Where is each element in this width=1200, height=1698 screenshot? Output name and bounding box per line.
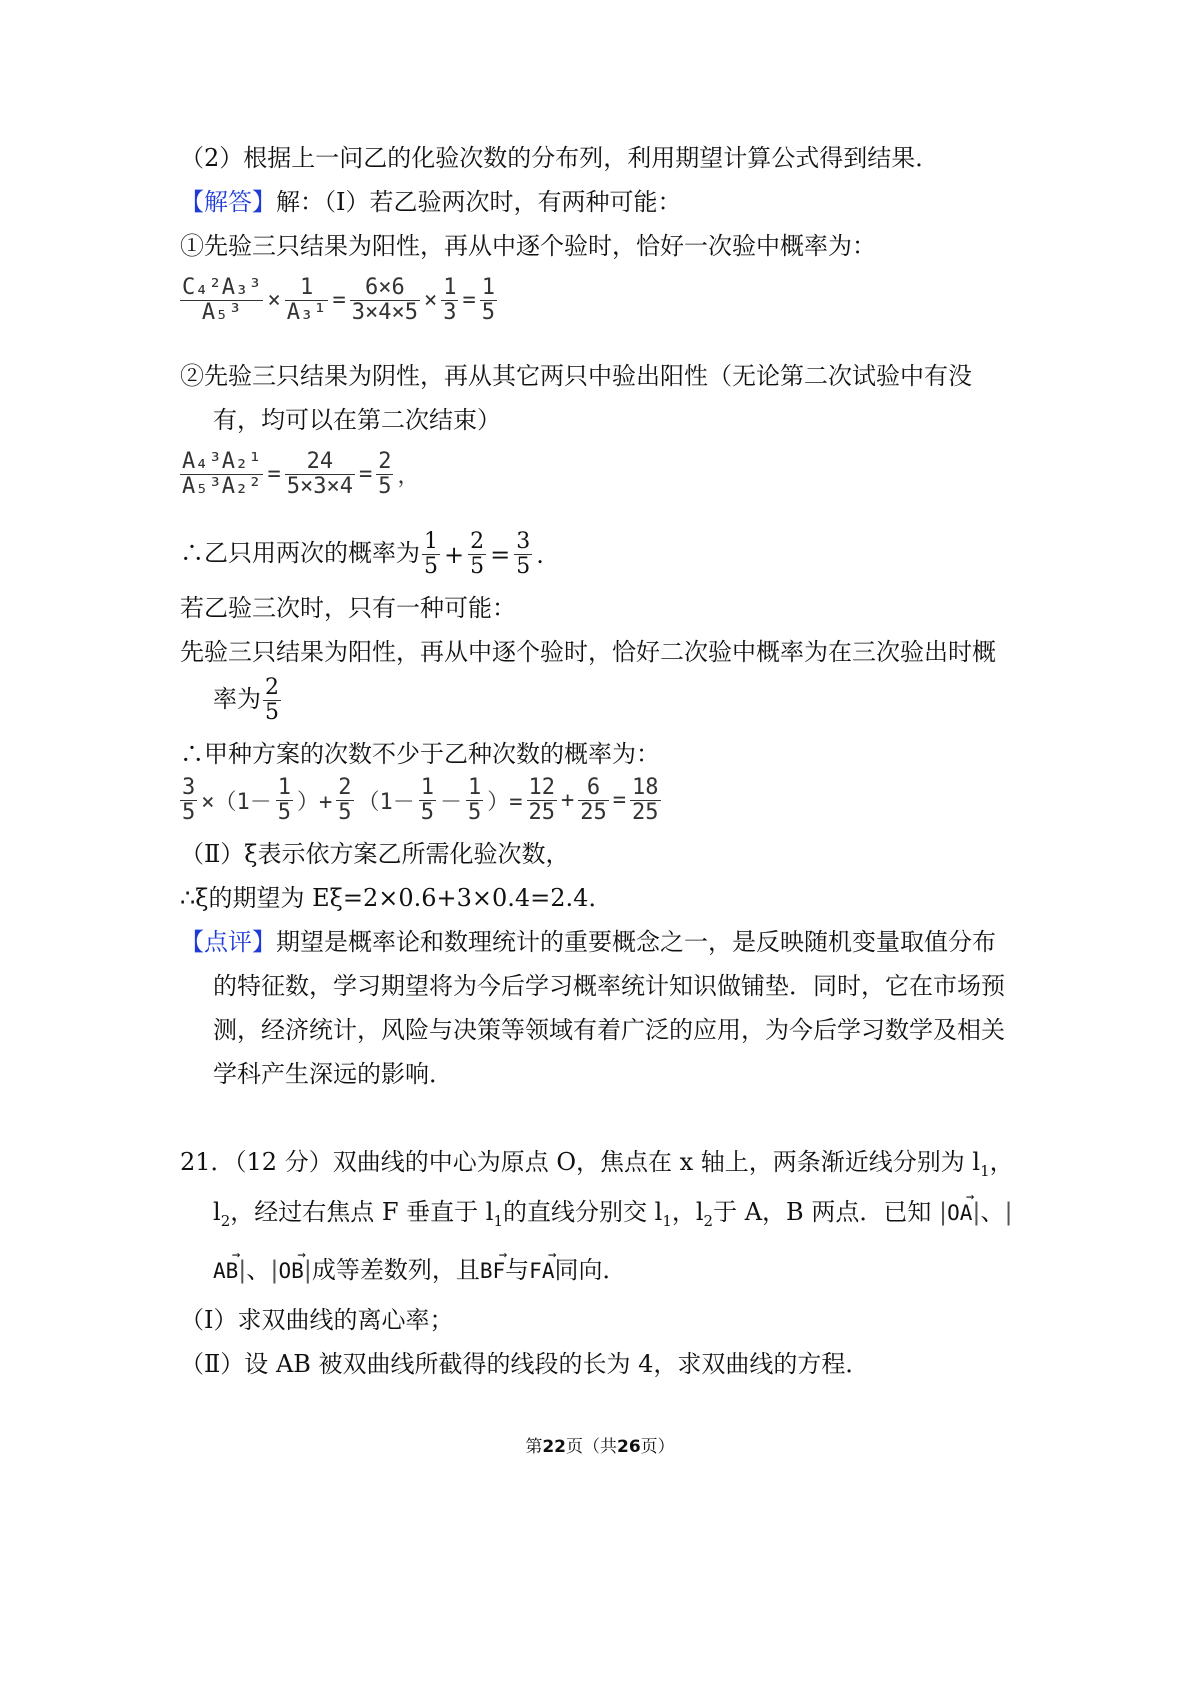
fraction: $\frac{2}{5}$ [338, 775, 352, 825]
text-line: 若乙验三次时，只有一种可能： [180, 594, 516, 622]
question-21-line-2: $l_2$，经过右焦点 F 垂直于 $l_1$的直线分别交 $l_1$，$l_2$于 A，B 两点．已知 |→ OA|、| [213, 1196, 1013, 1229]
fraction: $\frac{1}{\text{A₃¹}}$ [286, 275, 327, 325]
text-line: ①先验三只结果为阳性，再从中逐个验时，恰好一次验中概率为： [180, 232, 876, 260]
text-line: 先验三只结果为阳性，再从中逐个验时，恰好二次验中概率为在三次验出时概 [180, 638, 996, 666]
text-line: （Ⅱ）ξ表示依方案乙所需化验次数， [180, 840, 570, 868]
text-line: 测，经济统计，风险与决策等领域有着广泛的应用，为今后学习数学及相关 [213, 1016, 1005, 1044]
formula-line-3: ∴乙只用两次的概率为 $\frac{1}{5}$ + $\frac{2}{5}$ = $\frac{3}{5}$ . [180, 529, 544, 579]
vector-oa: → OA [947, 1197, 972, 1229]
fraction: $\frac{12}{25}$ [528, 775, 556, 825]
vector-ab: → AB [213, 1255, 238, 1287]
fraction: $\frac{6\times 6}{3\times 4\times 5}$ [351, 275, 418, 325]
text-line: ∴甲种方案的次数不少于乙种次数的概率为： [180, 740, 660, 768]
page-number: 22 [542, 1437, 566, 1457]
formula-line-4: 率为 $\frac{2}{5}$ [213, 675, 279, 725]
fraction: $\frac{1}{5}$ [468, 775, 482, 825]
fraction: $\frac{1}{5}$ [420, 775, 434, 825]
text: 解：（Ⅰ）若乙验两次时，有两种可能： [276, 188, 682, 216]
comment-line: 【点评】期望是概率论和数理统计的重要概念之一，是反映随机变量取值分布 [180, 928, 996, 956]
fraction: $\frac{\text{C₄²A₃³}}{\text{A₅³}}$ [182, 275, 262, 325]
fraction: $\frac{6}{25}$ [580, 775, 607, 825]
formula-5: $\frac{3}{5}$ ×（1－ $\frac{1}{5}$ ）+ $\frac{2}{5}$ （1－ $\frac{1}{5}$ － $\frac{1}{5}$ ）= $\frac{12}{25}$ + $\frac{6}{25}$ = $\frac{18}{25}$ [182, 775, 659, 825]
fraction: $\frac{\text{A₄³A₂¹}}{\text{A₅³A₂²}}$ [182, 449, 262, 499]
text-line: ②先验三只结果为阴性，再从其它两只中验出阳性（无论第二次试验中有没 [180, 362, 972, 390]
formula-1: $\frac{\text{C₄²A₃³}}{\text{A₅³}}$ × $\frac{1}{\text{A₃¹}}$ = $\frac{6\times 6}{3\times 4\times 5}$ × $\frac{1}{3}$ = $\frac{1}{5}$ [182, 275, 495, 325]
text-line: 的特征数，学习期望将为今后学习概率统计知识做铺垫．同时，它在市场预 [213, 972, 1005, 1000]
vector-fa: → FA [529, 1255, 554, 1287]
text-line: 有，均可以在第二次结束） [213, 406, 501, 434]
vector-bf: → BF [480, 1255, 505, 1287]
question-21-line-1: 21．（12 分）双曲线的中心为原点 O，焦点在 x 轴上，两条渐近线分别为 $l_1$， [180, 1148, 1014, 1180]
fraction: $\frac{2}{5}$ [470, 529, 485, 579]
vector-ob: → OB [278, 1255, 303, 1287]
text-line: 学科产生深远的影响． [213, 1060, 453, 1088]
formula-2: $\frac{\text{A₄³A₂¹}}{\text{A₅³A₂²}}$ = $\frac{24}{5\times 3\times 4}$ = $\frac{2}{5}$ ， [182, 449, 420, 499]
question-21-part-2: （Ⅱ）设 AB 被双曲线所截得的线段的长为 4，求双曲线的方程． [180, 1350, 870, 1378]
comment-tag: 【点评】 [180, 928, 276, 956]
fraction: $\frac{1}{5}$ [424, 529, 438, 579]
page-footer: 第22页（共26页） [525, 1437, 675, 1457]
fraction: $\frac{18}{25}$ [632, 775, 659, 825]
fraction: $\frac{1}{5}$ [481, 275, 495, 325]
question-21-line-3: → AB|、|→ OB|成等差数列，且→ BF与→ FA同向． [213, 1254, 626, 1287]
answer-line [180, 186, 681, 218]
fraction: $\frac{24}{5\times 3\times 4}$ [286, 449, 353, 499]
fraction: $\frac{3}{5}$ [516, 529, 531, 579]
fraction: $\frac{2}{5}$ [265, 675, 279, 725]
answer-tag: 【解答】 [180, 188, 276, 216]
fraction: $\frac{1}{3}$ [443, 275, 457, 325]
fraction: $\frac{3}{5}$ [182, 775, 196, 825]
page-total: 26 [617, 1437, 641, 1457]
text-line: （2）根据上一问乙的化验次数的分布列，利用期望计算公式得到结果． [180, 144, 940, 172]
fraction: $\frac{2}{5}$ [378, 449, 392, 499]
text-line: ∴ξ的期望为 Eξ=2×0.6+3×0.4=2.4． [180, 884, 613, 912]
question-21-part-1: （Ⅰ）求双曲线的离心率； [180, 1306, 454, 1334]
fraction: $\frac{1}{5}$ [277, 775, 291, 825]
